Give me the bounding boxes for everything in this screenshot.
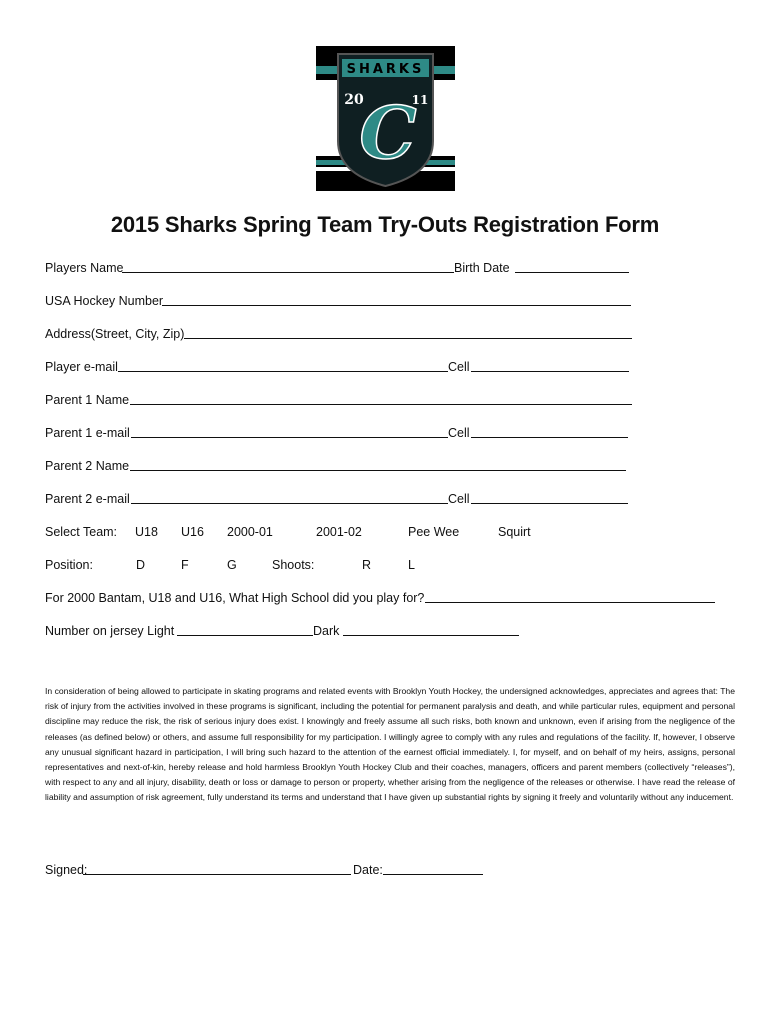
usa-hockey-label: USA Hockey Number xyxy=(45,294,164,308)
signature-row xyxy=(45,862,505,878)
signed-label: Signed: xyxy=(45,863,88,877)
team-option-u16[interactable]: U16 xyxy=(181,525,204,539)
position-option-f[interactable]: F xyxy=(181,558,189,572)
shoots-label: Shoots: xyxy=(272,558,315,572)
jersey-light-label: Number on jersey Light xyxy=(45,624,175,638)
logo-letter: C xyxy=(359,90,417,175)
cell-label-3: Cell xyxy=(448,492,470,506)
jersey-dark-label: Dark xyxy=(313,624,340,638)
logo-year-left: 20 xyxy=(344,92,364,108)
jersey-dark-field[interactable] xyxy=(343,623,519,636)
select-team-label: Select Team: xyxy=(45,525,118,539)
jersey-light-field[interactable] xyxy=(177,623,313,636)
team-option-2000-01[interactable]: 2000-01 xyxy=(227,525,273,539)
position-label: Position: xyxy=(45,558,93,572)
usa-hockey-field[interactable] xyxy=(162,293,631,306)
player-email-label: Player e-mail xyxy=(45,360,118,374)
cell-field-1[interactable] xyxy=(471,359,629,372)
signature-field[interactable] xyxy=(83,862,351,875)
player-email-row xyxy=(45,359,635,375)
select-team-row xyxy=(45,524,635,540)
players-name-row xyxy=(45,260,635,276)
shoots-option-r[interactable]: R xyxy=(362,558,372,572)
position-option-d[interactable]: D xyxy=(136,558,146,572)
team-option-squirt[interactable]: Squirt xyxy=(498,525,531,539)
parent2-name-label: Parent 2 Name xyxy=(45,459,130,473)
team-option-u18[interactable]: U18 xyxy=(135,525,158,539)
high-school-field[interactable] xyxy=(425,590,715,603)
parent1-email-label: Parent 1 e-mail xyxy=(45,426,130,440)
date-label: Date: xyxy=(353,863,383,877)
date-field[interactable] xyxy=(383,862,483,875)
position-option-g[interactable]: G xyxy=(227,558,237,572)
cell-field-2[interactable] xyxy=(471,425,628,438)
sharks-logo xyxy=(316,46,455,191)
birth-date-label: Birth Date xyxy=(454,261,510,275)
position-row xyxy=(45,557,635,573)
parent1-email-row xyxy=(45,425,635,441)
team-option-2001-02[interactable]: 2001-02 xyxy=(316,525,362,539)
players-name-label: Players Name xyxy=(45,261,124,275)
birth-date-field[interactable] xyxy=(515,260,629,273)
parent1-name-row xyxy=(45,392,635,408)
parent2-email-row xyxy=(45,491,635,507)
player-email-field[interactable] xyxy=(118,359,448,372)
parent2-email-field[interactable] xyxy=(131,491,448,504)
parent1-email-field[interactable] xyxy=(131,425,448,438)
high-school-row xyxy=(45,590,720,606)
waiver-text: In consideration of being allowed to participate in skating programs and related events with Brooklyn Youth Hockey, the undersigned acknowledges, appreciates and agrees that: The risk of injury from the activities involved in these programs is significant, including the potential for permanent paralysis and death, and while particular rules, equipment and personal discipline may reduce the risk, the risk of serious injury does exist. I knowingly and freely assume all such risks, both known and unknown, even if arising from the negligence of the releases (as defined below) or others, and assume full responsibility for my participation. I willingly agree to comply with any rules and regulations of the facility. If, however, I observe any unusual significant hazard in participation, I will bring such hazard to the attention of the earnest official immediately. I, for myself, and on behalf of my heirs, assigns, personal representatives and next-of-kin, hereby release and hold harmless Brooklyn Youth Hockey Club and their coaches, managers, officers and parent members (collectively “releases”), with respect to any and all injury, disability, death or loss or damage to person or property, whether arising from the negligence of the releases or otherwise. I have read the release of liability and assumption of risk agreement, fully understand its terms and understand that I have given up substantial rights by signing it freely and voluntarily without any inducement. xyxy=(45,686,735,803)
high-school-label: For 2000 Bantam, U18 and U16, What High School did you play for? xyxy=(45,591,425,605)
parent2-name-row xyxy=(45,458,635,474)
jersey-row xyxy=(45,623,635,639)
address-field[interactable] xyxy=(184,326,632,339)
players-name-field[interactable] xyxy=(122,260,454,273)
parent2-name-field[interactable] xyxy=(130,458,626,471)
cell-field-3[interactable] xyxy=(471,491,628,504)
logo-year-right: 11 xyxy=(411,93,429,107)
shoots-option-l[interactable]: L xyxy=(408,558,415,572)
usa-hockey-row xyxy=(45,293,635,309)
logo-top-text: SHARKS xyxy=(346,62,425,77)
address-row xyxy=(45,326,635,342)
parent1-name-label: Parent 1 Name xyxy=(45,393,130,407)
cell-label-1: Cell xyxy=(448,360,470,374)
parent1-name-field[interactable] xyxy=(130,392,632,405)
cell-label-2: Cell xyxy=(448,426,470,440)
team-option-pee-wee[interactable]: Pee Wee xyxy=(408,525,460,539)
form-title: 2015 Sharks Spring Team Try-Outs Registration Form xyxy=(110,212,660,237)
address-label: Address(Street, City, Zip) xyxy=(45,327,185,341)
parent2-email-label: Parent 2 e-mail xyxy=(45,492,130,506)
